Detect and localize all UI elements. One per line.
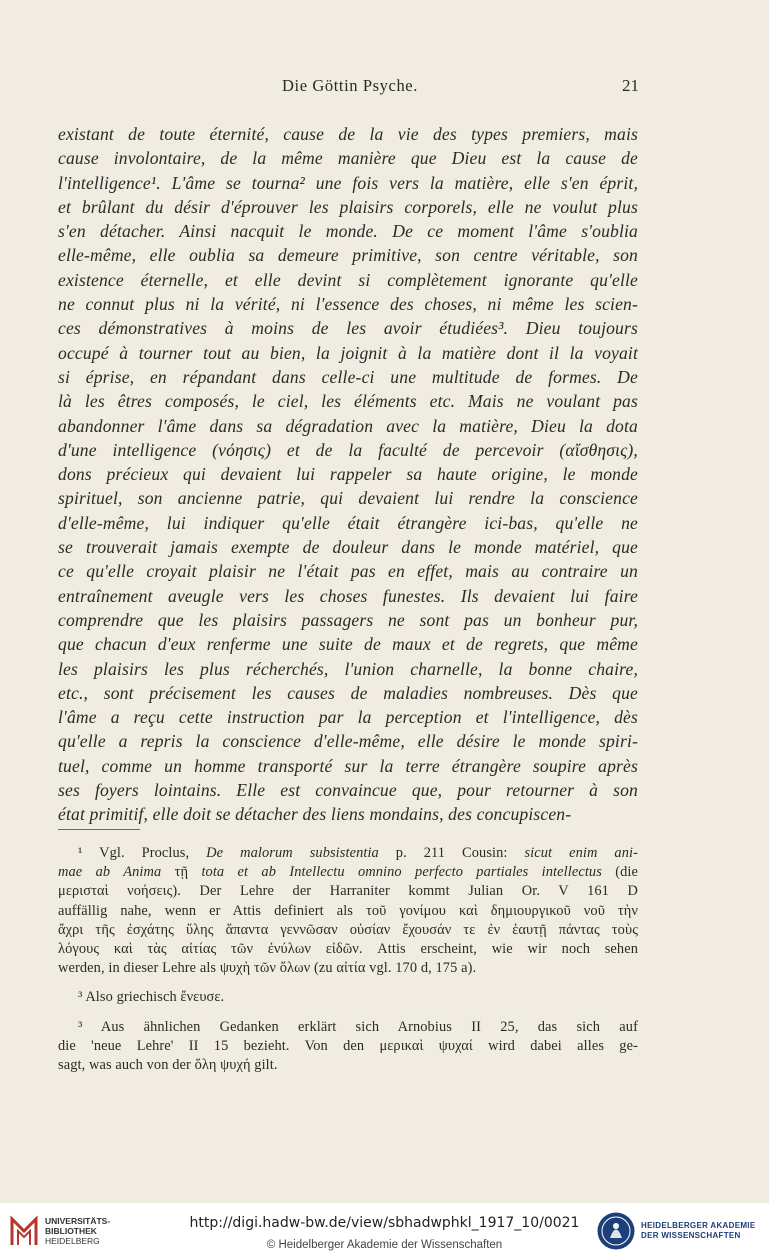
text-line: et brûlant du désir d'éprouver les plaisirs corporels, elle ne voulut plus <box>58 196 638 217</box>
text-line: d'une intelligence (νόησις) et de la faculté de percevoir (αἴσθησις), <box>58 439 638 460</box>
text-line: cause involontaire, de la même manière que Dieu est la cause de <box>58 148 638 169</box>
footnote-line <box>58 959 638 978</box>
footnote-run: tota et ab Intellectu omnino perfecto partiales intellectus <box>201 864 602 881</box>
footnotes <box>58 844 638 1075</box>
footnote-line: ³ Also griechisch ἔνευσε. <box>78 989 225 1006</box>
footnote-line <box>58 844 638 863</box>
text-line: ses foyers lointains. Elle est convaincue que, pour retourner à son <box>58 780 638 801</box>
footnote-line <box>58 863 638 882</box>
footnote-run: ἄχρι τῆς ἐσχάτης ὕλης ἅπαντα γεννῶσαν οὐσίαν ἔχουσάν τε ἐν ἑαυτῇ πάντας τοὺς <box>58 921 638 938</box>
text-line: s'en détacher. Ainsi nacquit le monde. De ce moment l'âme s'oublia <box>58 221 638 242</box>
footnote-line <box>58 902 638 921</box>
footnote-line: sagt, was auch von der ὅλη ψυχή gilt. <box>58 1056 278 1073</box>
text-line: ne connut plus ni la vérité, ni l'essence des choses, ni même les scien- <box>58 294 638 315</box>
text-line: l'intelligence¹. L'âme se tourna² une fois vers la matière, elle s'en éprit, <box>58 172 638 193</box>
library-line: UNIVERSITÄTS- <box>45 1216 111 1226</box>
text-line: là les êtres composés, le ciel, les éléments etc. Mais ne voulant pas <box>58 391 638 412</box>
text-line: comprendre que les plaisirs passagers ne sont pas un bonheur pur, <box>58 609 638 630</box>
footnote-run: De malorum subsistentia <box>206 845 379 861</box>
text-line: tuel, comme un homme transporté sur la terre étrangère soupire après <box>58 755 638 776</box>
footnote-run: λόγους καὶ τὰς αἰτίας τῶν ἐνύλων εἰδῶν. Attis erscheint, wie wir noch sehen <box>58 940 638 957</box>
running-title: Die Göttin Psyche. <box>282 76 418 95</box>
text-line: elle-même, elle oublia sa demeure primitive, son centre véritable, son <box>58 245 638 266</box>
footnote-run: mae ab Anima <box>58 864 175 881</box>
text-line: existant de toute éternité, cause de la vie des types premiers, mais <box>58 124 638 144</box>
text-line: abandonner l'âme dans sa dégradation avec la matière, Dieu la dota <box>58 415 638 436</box>
academy-line: HEIDELBERGER AKADEMIE <box>641 1221 756 1230</box>
academy-seal-logo <box>596 1211 636 1251</box>
library-line: HEIDELBERG <box>45 1236 100 1246</box>
footnote-3 <box>58 1018 638 1076</box>
page-number: 21 <box>622 76 639 95</box>
text-line: existence éternelle, et elle devint si complètement ignorante qu'elle <box>58 269 638 290</box>
text-line: ce qu'elle croyait plaisir ne l'était pas en effet, mais au contraire un <box>58 561 638 582</box>
library-line: BIBLIOTHEK <box>45 1226 97 1236</box>
footnote-line <box>58 940 638 959</box>
text-line: état primitif, elle doit se détacher des liens mondains, des concupiscen- <box>58 804 572 825</box>
text-line: que chacun d'eux renferme une suite de maux et de regrets, que même <box>58 634 638 655</box>
main-text <box>58 122 638 827</box>
footnote-run: werden, in dieser Lehre als ψυχὴ τῶν ὅλων (zu αἰτία vgl. 170 d, 175 a). <box>58 960 477 977</box>
footnote-1 <box>58 844 638 978</box>
text-line: les plaisirs les plus récherchés, l'union charnelle, la bonne chaire, <box>58 658 638 679</box>
text-line: spirituel, son ancienne patrie, qui devaient lui rendre la conscience <box>58 488 638 509</box>
footnote-run: p. 211 Cousin: <box>378 845 525 861</box>
academy-name <box>641 1221 755 1241</box>
running-head <box>0 76 769 100</box>
footnote-line: die 'neue Lehre' II 15 bezieht. Von den μερικαὶ ψυχαί wird dabei alles ge- <box>58 1037 638 1054</box>
text-line: dons précieux qui devaient lui rappeler sa haute origine, le monde <box>58 464 638 485</box>
text-line: se trouverait jamais exempte de douleur dans le monde matériel, que <box>58 537 638 558</box>
digitization-footer <box>0 1203 769 1259</box>
copyright-notice: © Heidelberger Akademie der Wissenschaften <box>266 1239 503 1251</box>
footnote-divider <box>58 829 140 830</box>
text-line: qu'elle a repris la conscience d'elle-même, elle désire le monde spiri- <box>58 731 638 752</box>
text-line: si éprise, en répandant dans celle-ci une multitude de formes. De <box>58 366 638 387</box>
academy-line: DER WISSENSCHAFTEN <box>641 1231 741 1240</box>
text-line: l'âme a reçu cette instruction par la perception et l'intelligence, dès <box>58 707 638 728</box>
footnote-line: ³ Aus ähnlichen Gedanken erklärt sich Arnobius II 25, das sich auf <box>78 1018 638 1035</box>
text-line: d'elle-même, lui indiquer qu'elle était étrangère ici-bas, qu'elle ne <box>58 512 638 533</box>
footnote-run: μερισταὶ νοήσεις). Der Lehre der Harraniter kommt Julian Or. V 161 D <box>58 883 638 900</box>
permalink-url[interactable]: http://digi.hadw-bw.de/view/sbhadwphkl_1917_10/0021 <box>189 1215 580 1231</box>
text-line: occupé à tourner tout au bien, la joignit à la matière dont il la voyait <box>58 342 638 363</box>
footnote-run: τῇ <box>174 864 202 881</box>
text-line: ces démonstratives à moins de les avoir étudiées³. Dieu toujours <box>58 318 638 339</box>
footnote-line <box>58 882 638 901</box>
footnote-line <box>58 921 638 940</box>
text-line: entraînement aveugle vers les choses funestes. Ils devaient lui faire <box>58 585 638 606</box>
text-line: etc., sont précisement les causes de maladies nombreuses. Dès que <box>58 682 638 703</box>
footnote-run: sicut enim ani- <box>524 845 638 861</box>
footnote-2 <box>58 988 638 1007</box>
footnote-run: auffällig nahe, wenn er Attis definiert als τοῦ γονίμου καὶ δημιουργικοῦ νοῦ τὴν <box>58 902 638 919</box>
footnote-run: ¹ Vgl. Proclus, <box>78 845 207 861</box>
footnote-run: (die <box>601 864 639 881</box>
